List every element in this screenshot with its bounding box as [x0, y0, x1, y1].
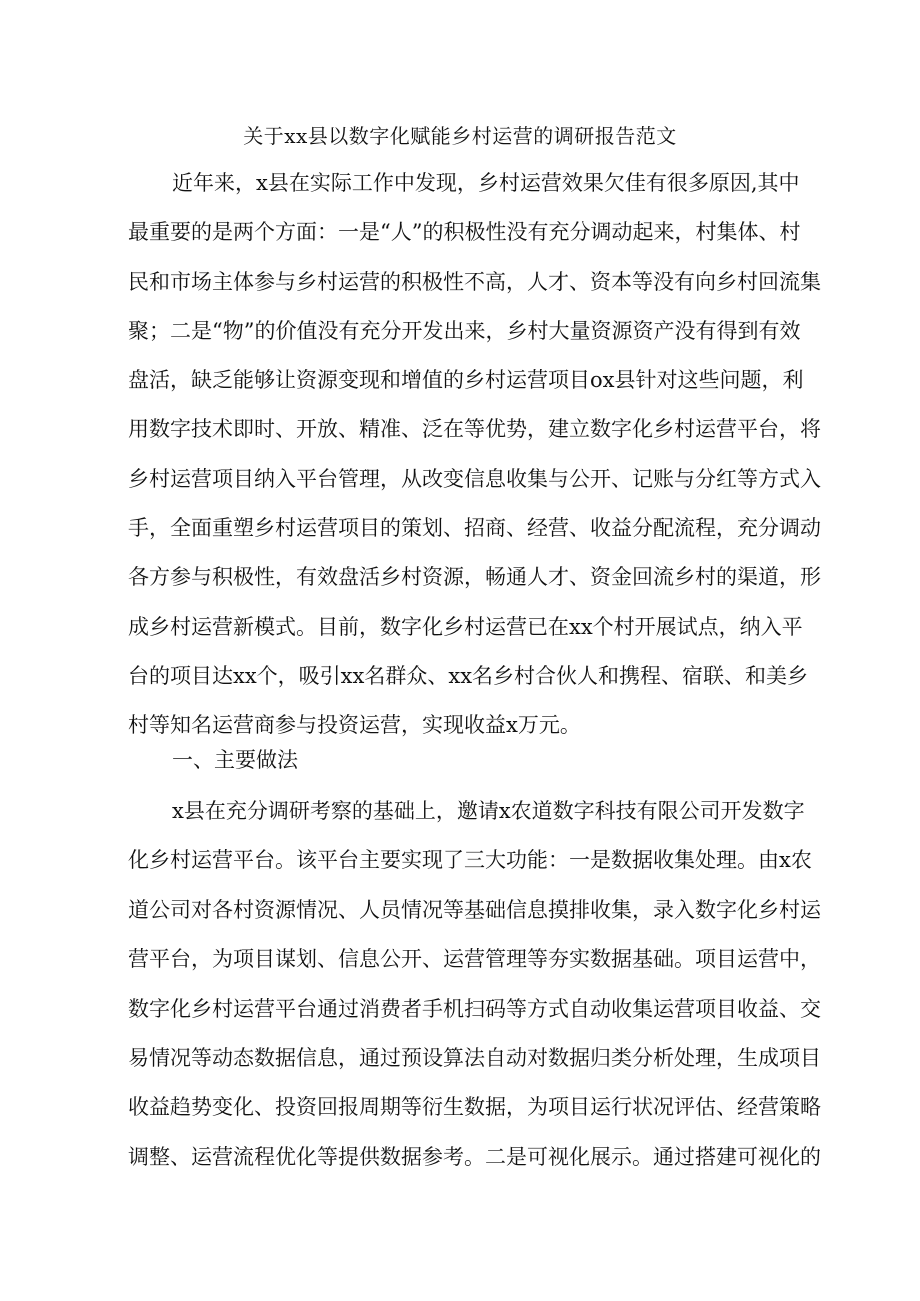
- text-line: 民和市场主体参与乡村运营的积极性不高，人才、资本等没有向乡村回流集: [128, 269, 821, 294]
- text-line: 乡村运营项目纳入平台管理，从改变信息收集与公开、记账与分红等方式入: [128, 466, 821, 491]
- text-line: 手，全面重塑乡村运营项目的策划、招商、经营、收益分配流程，充分调动: [128, 516, 821, 541]
- text-line: 盘活，缺乏能够让资源变现和增值的乡村运营项目ox县针对这些问题，利: [128, 368, 804, 393]
- paragraph-intro: [128, 168, 821, 760]
- text-line: 近年来，x县在实际工作中发现，乡村运营效果欠佳有很多原因,其中: [172, 171, 800, 195]
- text-line: 数字化乡村运营平台通过消费者手机扫码等方式自动收集运营项目收益、交: [128, 996, 821, 1021]
- text-line: 化乡村运营平台。该平台主要实现了三大功能：一是数据收集处理。由x农: [128, 848, 812, 873]
- section-heading: 一、主要做法: [172, 748, 298, 772]
- text-line: 聚；二是“物”的价值没有充分开发出来，乡村大量资源资产没有得到有效: [128, 318, 801, 343]
- text-line: 各方参与积极性，有效盘活乡村资源，畅通人才、资金回流乡村的渠道，形: [128, 565, 821, 590]
- text-line: 台的项目达xx个，吸引xx名群众、xx名乡村合伙人和携程、宿联、和美乡: [128, 663, 809, 688]
- paragraph-methods: [128, 796, 821, 1191]
- text-line: 调整、运营流程优化等提供数据参考。二是可视化展示。通过搭建可视化的: [128, 1144, 821, 1169]
- text-line: 最重要的是两个方面：一是“人”的积极性没有充分调动起来，村集体、村: [128, 220, 801, 245]
- text-line: 用数字技术即时、开放、精准、泛在等优势，建立数字化乡村运营平台，将: [128, 417, 821, 442]
- text-line: 易情况等动态数据信息，通过预设算法自动对数据归类分析处理，生成项目: [128, 1045, 821, 1070]
- document-title: 关于xx县以数字化赋能乡村运营的调研报告范文: [243, 124, 677, 148]
- text-line: 成乡村运营新模式。目前，数字化乡村运营已在xx个村开展试点，纳入平: [128, 614, 803, 639]
- text-line: 营平台，为项目谋划、信息公开、运营管理等夯实数据基础。项目运营中，: [128, 947, 821, 972]
- text-line: 收益趋势变化、投资回报周期等衍生数据，为项目运行状况评估、经营策略: [128, 1095, 821, 1120]
- text-line: x县在充分调研考察的基础上，邀请x农道数字科技有限公司开发数字: [172, 799, 805, 823]
- text-line: 村等知名运营商参与投资运营，实现收益x万元。: [128, 713, 581, 738]
- text-line: 道公司对各村资源情况、人员情况等基础信息摸排收集，录入数字化乡村运: [128, 897, 821, 922]
